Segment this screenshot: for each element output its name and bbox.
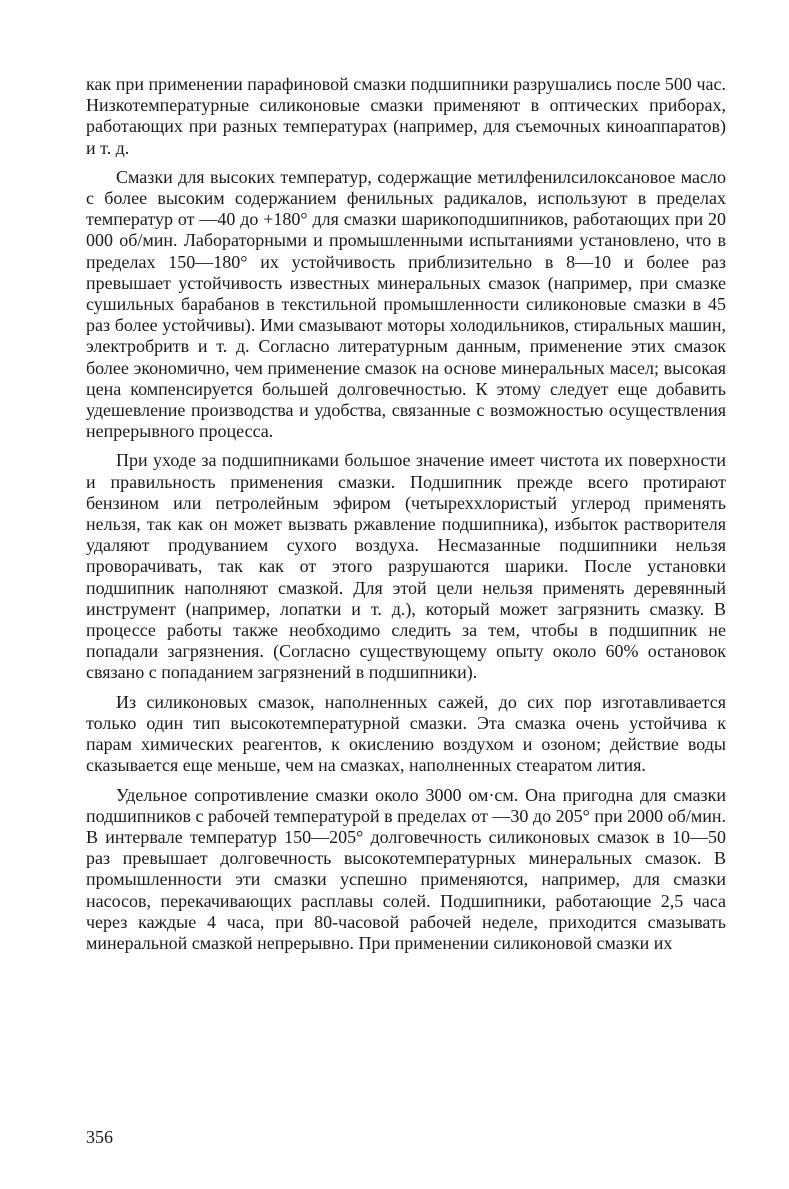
paragraph-4: Из силиконовых смазок, наполненных сажей, до сих пор изготавливается только один тип высокотемпературной смазки. Эта смазка очень устойчива к парам химических реагентов, к окислению воздухом и озоном; действие воды сказывается еще меньше, чем на смазках, наполненных стеаратом лития. xyxy=(86,691,726,776)
paragraph-5: Удельное сопротивление смазки около 3000 ом·см. Она пригодна для смазки подшипников с рабочей температурой в пределах от —30 до 205° при 2000 об/мин. В интервале температур 150—205° долговечность силиконовых смазок в 10—50 раз превышает долговечность высокотемпературных минеральных смазок. В промышленности эти смазки успешно применяются, например, для смазки насосов, перекачивающих расплавы солей. Подшипники, работающие 2,5 часа через каждые 4 часа, при 80-часовой рабочей неделе, приходится смазывать минеральной смазкой непрерывно. При применении силиконовой смазки их xyxy=(86,784,726,953)
body-text xyxy=(86,74,726,962)
paragraph-1: как при применении парафиновой смазки подшипники разрушались после 500 час. Низкотемпературные силиконовые смазки применяют в оптических приборах, работающих при разных температурах (например, для съемочных киноаппаратов) и т. д. xyxy=(86,74,726,158)
paragraph-3: При уходе за подшипниками большое значение имеет чистота их поверхности и правильность применения смазки. Подшипник прежде всего протирают бензином или петролейным эфиром (четыреххлористый углерод применять нельзя, так как он может вызвать ржавление подшипника), избыток растворителя удаляют продуванием сухого воздуха. Несмазанные подшипники нельзя проворачивать, так как от этого разрушаются шарики. После установки подшипник наполняют смазкой. Для этой цели нельзя применять деревянный инструмент (например, лопатки и т. д.), который может загрязнить смазку. В процессе работы также необходимо следить за тем, чтобы в подшипник не попадали загрязнения. (Согласно существующему опыту около 60% остановок связано с попаданием загрязнений в подшипники). xyxy=(86,450,726,683)
paragraph-2: Смазки для высоких температур, содержащие метилфенилсилоксановое масло с более высоким содержанием фенильных радикалов, используют в пределах температур от —40 до +180° для смазки шарикоподшипников, работающих при 20 000 об/мин. Лабораторными и промышленными испытаниями установлено, что в пределах 150—180° их устойчивость приблизительно в 8—10 и более раз превышает устойчивость известных минеральных смазок (например, при смазке сушильных барабанов в текстильной промышленности силиконовые смазки в 45 раз более устойчивы). Ими смазывают моторы холодильников, стиральных машин, электробритв и т. д. Согласно литературным данным, применение этих смазок более экономично, чем применение смазок на основе минеральных масел; высокая цена компенсируется большей долговечностью. К этому следует еще добавить удешевление производства и удобства, связанные с возможностью осуществления непрерывного процесса. xyxy=(86,166,726,442)
page-number: 356 xyxy=(86,1127,113,1147)
